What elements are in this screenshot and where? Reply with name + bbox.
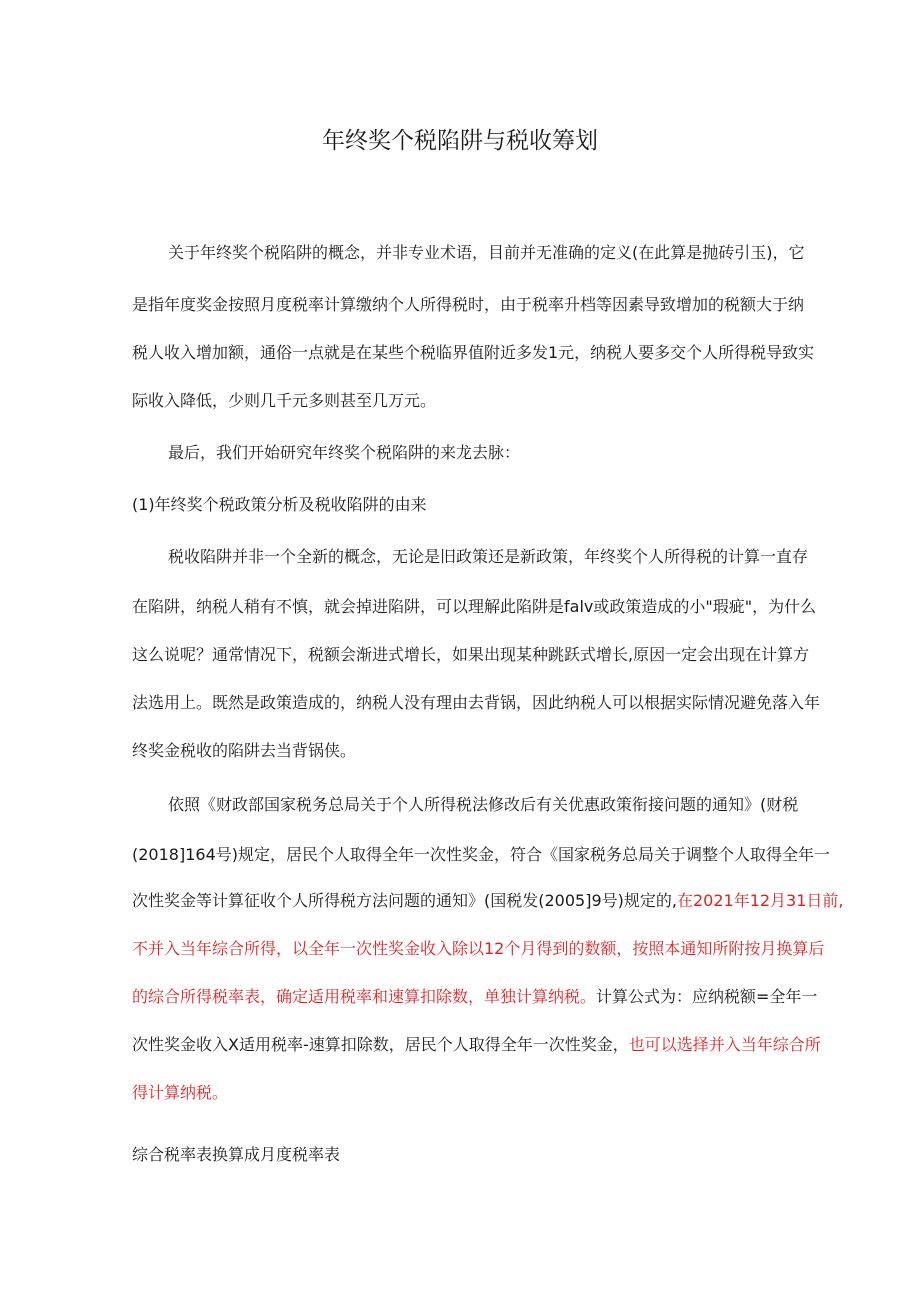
paragraph-4-line-5-text: 计算公式为：应纳税额=全年一 [596,987,818,1006]
paragraph-4-line-3 [132,888,844,914]
paragraph-3-line-4: 法选用上。既然是政策造成的，纳税人没有理由去背锅，因此纳税人可以根据实际情况避免落入年 [132,693,821,712]
section-heading-1: (1)年终奖个税政策分析及税收陷阱的由来 [132,495,427,514]
highlighted-text: 的综合所得税率表，确定适用税率和速算扣除数，单独计算纳税。 [132,987,597,1006]
section-heading-2: 综合税率表换算成月度税率表 [132,1145,341,1164]
paragraph-4-line-3-text: 次性奖金等计算征收个人所得税方法问题的通知》(国税发(2005]9号)规定的, [132,891,677,910]
paragraph-1-line-3: 税人收入增加额，通俗一点就是在某些个税临界值附近多发1元，纳税人要多交个人所得税导致实 [132,343,815,362]
paragraph-4-line-7: 得计算纳税。 [132,1083,229,1102]
paragraph-4-line-6 [132,1032,832,1058]
paragraph-4-line-2: (2018]164号)规定，居民个人取得全年一次性奖金，符合《国家税务总局关于调整个人取得全年一 [132,845,830,864]
paragraph-4-line-1: 依照《财政部国家税务总局关于个人所得税法修改后有关优惠政策衔接问题的通知》(财税 [168,795,799,814]
paragraph-1-line-4: 际收入降低，少则几千元多则甚至几万元。 [132,391,437,410]
paragraph-4-line-5 [132,984,832,1010]
paragraph-3-line-1: 税收陷阱并非一个全新的概念，无论是旧政策还是新政策，年终奖个人所得税的计算一直存 [168,547,809,566]
paragraph-4-line-6-text: 次性奖金收入X适用税率-速算扣除数，居民个人取得全年一次性奖金， [132,1035,629,1054]
document-title: 年终奖个税陷阱与税收筹划 [322,128,598,154]
paragraph-2: 最后，我们开始研究年终奖个税陷阱的来龙去脉： [168,443,521,462]
paragraph-3-line-3: 这么说呢？通常情况下，税额会渐进式增长，如果出现某种跳跃式增长,原因一定会出现在计算方 [132,645,810,664]
paragraph-3-line-2: 在陷阱，纳税人稍有不慎，就会掉进陷阱，可以理解此陷阱是falv或政策造成的小"瑕疵"，为什么 [132,597,817,616]
highlighted-text: 也可以选择并入当年综合所 [628,1035,821,1054]
paragraph-1-line-2: 是指年度奖金按照月度税率计算缴纳个人所得税时，由于税率升档等因素导致增加的税额大于纳 [132,295,805,314]
paragraph-4-line-4: 不并入当年综合所得，以全年一次性奖金收入除以12个月得到的数额，按照本通知所附按月换算后 [132,939,825,958]
paragraph-1-line-1: 关于年终奖个税陷阱的概念，并非专业术语，目前并无准确的定义(在此算是抛砖引玉)，它 [168,243,805,262]
paragraph-3-line-5: 终奖金税收的陷阱去当背锅侠。 [132,741,357,760]
highlighted-text: 在2021年12月31日前, [676,891,844,910]
